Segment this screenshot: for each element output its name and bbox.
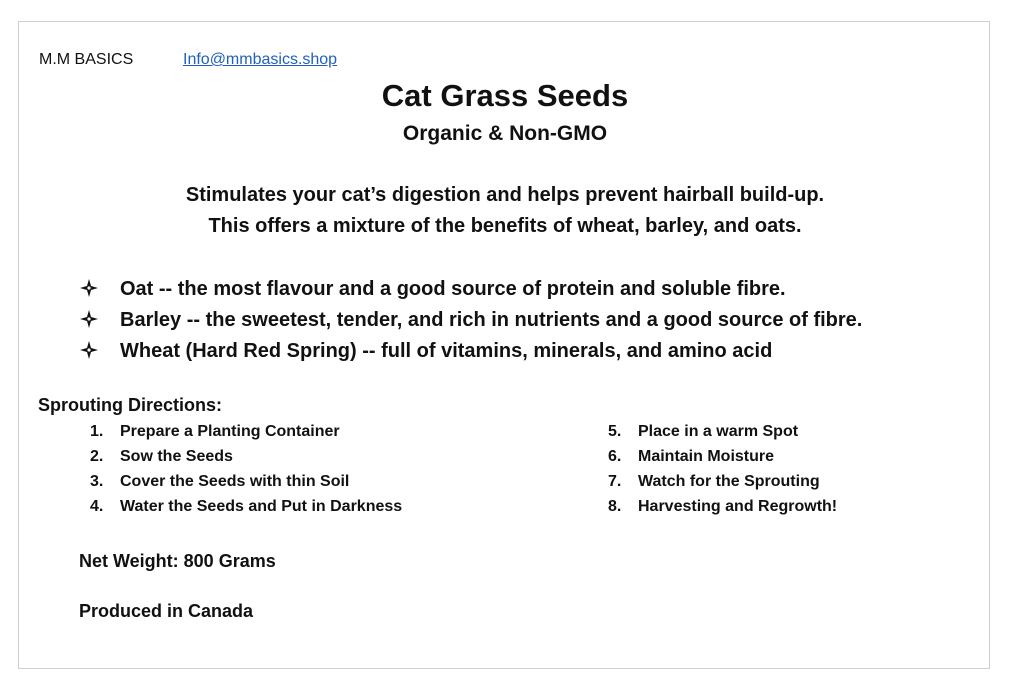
benefit-item xyxy=(80,309,862,332)
step-number: 2. xyxy=(90,448,104,465)
page-subtitle: Organic & Non-GMO xyxy=(402,122,608,145)
step-number: 3. xyxy=(90,473,104,490)
step-text: Place in a warm Spot xyxy=(638,423,799,440)
step-text: Maintain Moisture xyxy=(638,448,775,465)
direction-step xyxy=(608,448,774,466)
step-text: Sow the Seeds xyxy=(120,448,233,465)
diamond-bullet-icon xyxy=(80,310,98,328)
page-title: Cat Grass Seeds xyxy=(381,78,629,113)
diamond-bullet-icon xyxy=(80,279,98,297)
step-number: 8. xyxy=(608,498,622,515)
description-line: This offers a mixture of the benefits of wheat, barley, and oats. xyxy=(208,215,802,237)
benefit-text: Wheat (Hard Red Spring) -- full of vitamins, minerals, and amino acid xyxy=(120,340,773,362)
direction-step xyxy=(90,473,349,491)
direction-step xyxy=(90,448,233,466)
net-weight: Net Weight: 800 Grams xyxy=(79,551,276,571)
step-number: 1. xyxy=(90,423,104,440)
directions-heading: Sprouting Directions: xyxy=(38,395,222,415)
benefit-text: Barley -- the sweetest, tender, and rich in nutrients and a good source of fibre. xyxy=(120,309,863,331)
step-number: 5. xyxy=(608,423,622,440)
step-text: Cover the Seeds with thin Soil xyxy=(120,473,350,490)
description-line: Stimulates your cat’s digestion and helps prevent hairball build-up. xyxy=(185,184,825,206)
benefit-item xyxy=(80,278,786,301)
step-number: 6. xyxy=(608,448,622,465)
step-text: Harvesting and Regrowth! xyxy=(638,498,838,515)
step-text: Watch for the Sprouting xyxy=(638,473,820,490)
step-text: Prepare a Planting Container xyxy=(120,423,340,440)
direction-step xyxy=(90,423,340,441)
benefit-item xyxy=(80,340,772,363)
direction-step xyxy=(608,423,798,441)
step-number: 7. xyxy=(608,473,622,490)
direction-step xyxy=(90,498,402,516)
diamond-bullet-icon xyxy=(80,341,98,359)
step-text: Water the Seeds and Put in Darkness xyxy=(120,498,403,515)
step-number: 4. xyxy=(90,498,104,515)
direction-step xyxy=(608,498,837,516)
direction-step xyxy=(608,473,820,491)
origin-label: Produced in Canada xyxy=(79,601,254,621)
email-link[interactable]: Info@mmbasics.shop xyxy=(183,51,338,68)
brand-name: M.M BASICS xyxy=(39,51,134,68)
benefit-text: Oat -- the most flavour and a good source of protein and soluble fibre. xyxy=(120,278,786,300)
